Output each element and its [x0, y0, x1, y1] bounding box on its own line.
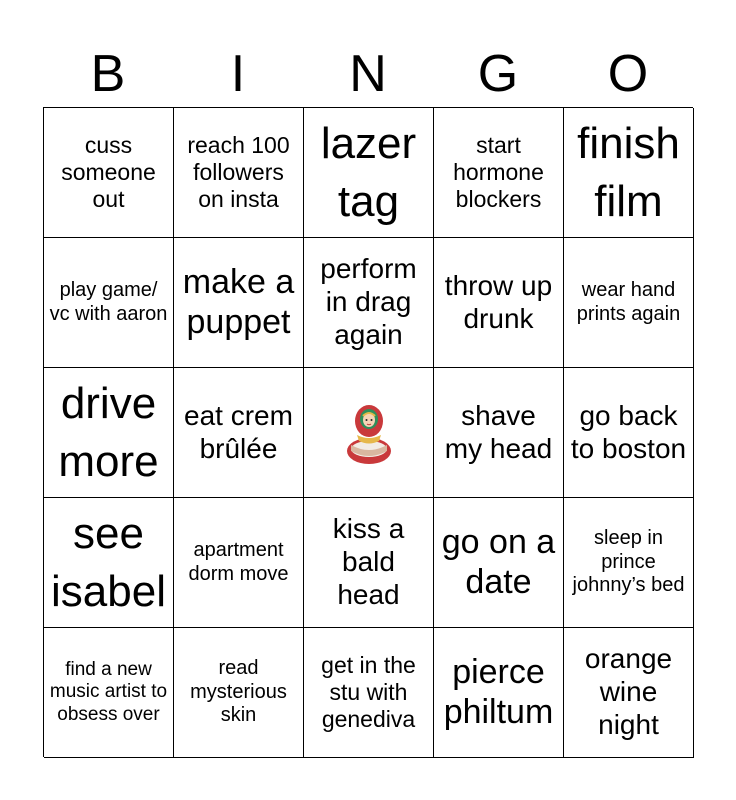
bingo-cell-b4[interactable]: [44, 498, 174, 628]
bingo-cell-g1[interactable]: [434, 108, 564, 238]
bingo-cell-i4[interactable]: [174, 498, 304, 628]
cell-text: apartment dorm move: [188, 539, 289, 585]
cell-text: play game/ vc with aaron: [49, 279, 168, 325]
cell-text: lazer tag: [320, 119, 417, 226]
bingo-cell-n2[interactable]: [304, 238, 434, 368]
cell-text: find a new music artist to obsess over: [49, 659, 168, 725]
bingo-cell-o3[interactable]: [564, 368, 694, 498]
cell-text: cuss someone out: [61, 132, 156, 212]
cell-text: sleep in prince johnny’s bed: [572, 527, 685, 597]
bingo-cell-n5[interactable]: [304, 628, 434, 758]
header-letter-n: N: [349, 45, 387, 103]
cell-text: see isabel: [51, 509, 166, 616]
nesting-doll-icon: [339, 401, 399, 465]
bingo-board: [43, 107, 693, 757]
cell-text: perform in drag again: [320, 253, 417, 350]
header-letter-o: O: [607, 45, 649, 103]
bingo-cell-i2[interactable]: [174, 238, 304, 368]
cell-text: reach 100 followers on insta: [187, 132, 290, 212]
bingo-cell-b1[interactable]: [44, 108, 174, 238]
cell-text: start hormone blockers: [453, 132, 544, 212]
bingo-cell-b2[interactable]: [44, 238, 174, 368]
bingo-cell-i1[interactable]: [174, 108, 304, 238]
bingo-cell-g5[interactable]: [434, 628, 564, 758]
bingo-cell-o2[interactable]: [564, 238, 694, 368]
cell-text: orange wine night: [584, 643, 673, 740]
cell-text: shave my head: [444, 399, 553, 464]
cell-text: read mysterious skin: [190, 657, 287, 727]
bingo-cell-o1[interactable]: [564, 108, 694, 238]
header-letter-g: G: [477, 45, 519, 103]
bingo-cell-g4[interactable]: [434, 498, 564, 628]
cell-text: finish film: [577, 119, 680, 226]
bingo-cell-free[interactable]: [304, 368, 434, 498]
cell-text: go back to boston: [570, 399, 687, 464]
cell-text: pierce philtum: [443, 652, 554, 731]
cell-text: make a puppet: [182, 262, 295, 341]
cell-text: wear hand prints again: [576, 279, 681, 325]
bingo-cell-n1[interactable]: [304, 108, 434, 238]
bingo-cell-g2[interactable]: [434, 238, 564, 368]
bingo-cell-o4[interactable]: [564, 498, 694, 628]
cell-text: eat crem brûlée: [184, 399, 293, 464]
bingo-cell-g3[interactable]: [434, 368, 564, 498]
header-letter-b: B: [90, 45, 126, 103]
bingo-cell-i3[interactable]: [174, 368, 304, 498]
cell-text: throw up drunk: [444, 269, 553, 334]
cell-text: get in the stu with genediva: [321, 652, 416, 732]
cell-text: kiss a bald head: [332, 513, 405, 610]
cell-text: drive more: [58, 379, 159, 486]
header-letter-i: I: [230, 45, 246, 103]
bingo-cell-b3[interactable]: [44, 368, 174, 498]
bingo-header: [43, 40, 693, 108]
bingo-cell-n4[interactable]: [304, 498, 434, 628]
cell-text: go on a date: [441, 522, 556, 601]
bingo-cell-o5[interactable]: [564, 628, 694, 758]
bingo-cell-b5[interactable]: [44, 628, 174, 758]
bingo-cell-i5[interactable]: [174, 628, 304, 758]
